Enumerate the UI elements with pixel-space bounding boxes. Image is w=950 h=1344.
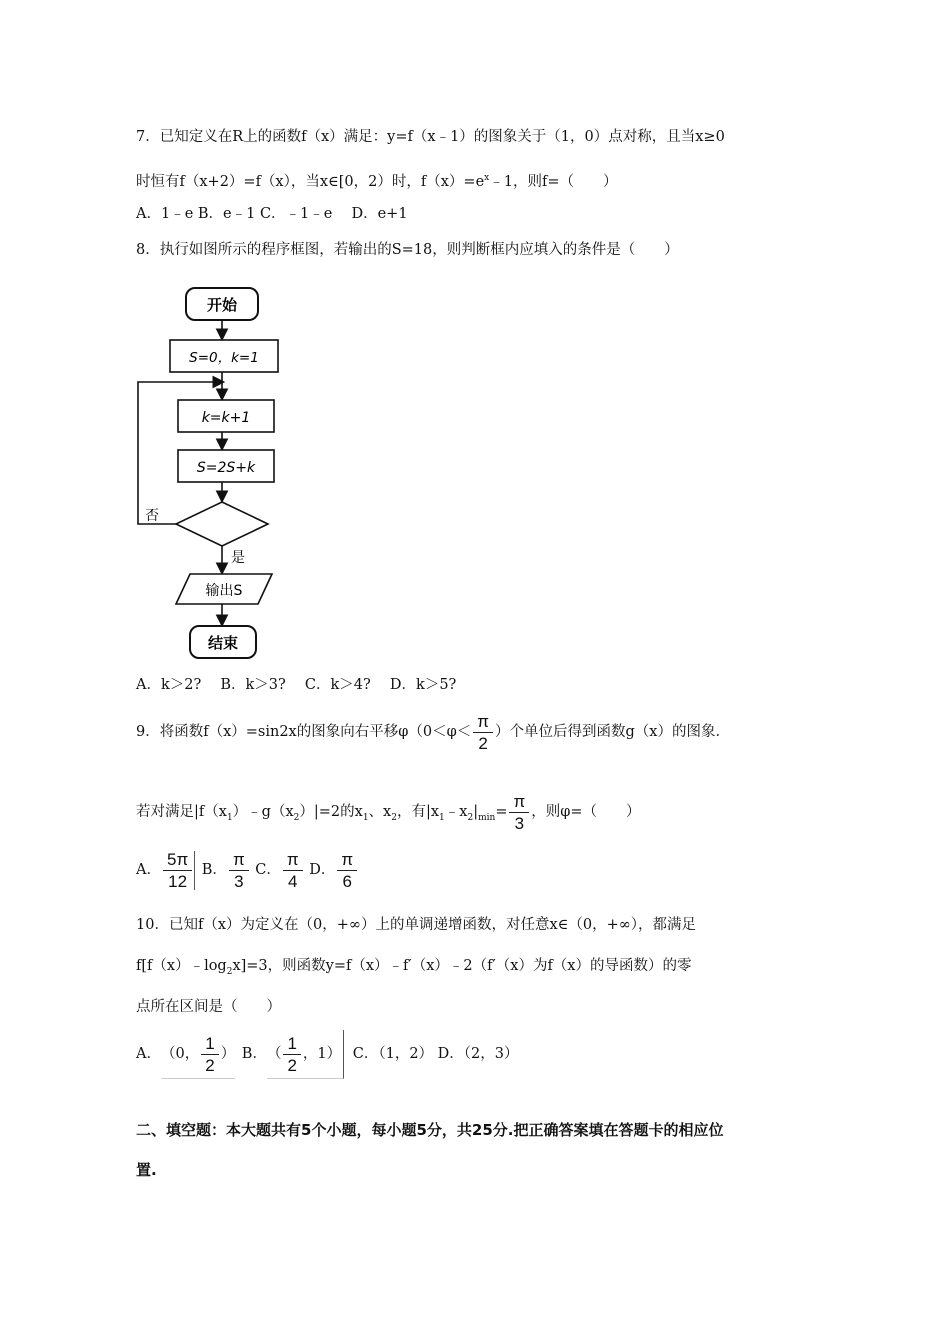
flow-start-text: 开始	[206, 296, 238, 314]
q9-line2: 若对满足$|f(x_1)﹣g(x_2)|=2$的$x_1$、$x_2$，有$|x_1﹣x_2|_{min}=$ $\frac{\pi}{3}$ ，则φ=（ ）	[136, 791, 641, 833]
flow-init-text: S=0，k=1	[189, 350, 259, 366]
flow-step2-text: S=2S+k	[196, 460, 256, 476]
flow-no-label: 否	[145, 508, 159, 524]
option-b-fraction: $\frac{\pi}{3}$	[229, 851, 249, 890]
q10-options: A．（0， $\frac{1}{2}$ ） B．（ $\frac{1}{2}$ ，1） C．（1，2） D．（2，3）	[136, 1030, 519, 1079]
q7-line2: 时恒有f（x+2）=f（x），当x∈[0，2）时，$f(x)=e^x﹣1$，则f=（ ）	[136, 173, 618, 190]
q10-line3: 点所在区间是（ ）	[136, 999, 281, 1015]
q9-line1: 9．将函数f（x）=sin2x的图象向右平移φ（0＜φ＜ $\frac{\pi}{2}$ ）个单位后得到函数g（x）的图象．	[136, 711, 730, 753]
flow-decision	[176, 502, 268, 546]
q10-line1: 10．已知f（x）为定义在（0，+∞）上的单调递增函数，对任意x∈（0，+∞），都满足	[136, 917, 697, 933]
q7-options: A．1﹣e B．e﹣1 C．﹣1﹣e D．e+1	[136, 206, 408, 222]
q9-options: A． $\frac{5\pi}{12}$ B． $\frac{\pi}{3}$ C． $\frac{\pi}{4}$ D． $\frac{\pi}{6}$	[136, 846, 359, 894]
flow-end-text: 结束	[207, 634, 239, 652]
q10-line2: $f[f(x)﹣\log_2x]=3$，则函数y=f（x）﹣f′（x）﹣2（f′（x）为f（x）的导函数）的零	[136, 958, 692, 977]
q8-options: A．k＞2? B．k＞3? C．k＞4? D．k＞5?	[136, 677, 457, 693]
flow-step1-text: k=k+1	[201, 410, 251, 426]
pi-over-2: $\frac{\pi}{2}$	[473, 713, 493, 752]
flow-yes-label: 是	[231, 550, 245, 566]
flowchart	[130, 282, 290, 667]
flow-output-text: 输出S	[205, 583, 243, 599]
q7-line1: 7．已知定义在R上的函数f（x）满足：y=f（x﹣1）的图象关于（1，0）点对称，且当x≥0	[136, 129, 725, 145]
pi-over-3: $\frac{\pi}{3}$	[509, 793, 529, 832]
option-c-fraction: $\frac{\pi}{4}$	[283, 851, 303, 890]
option-a-interval: （0， $\frac{1}{2}$ ）	[161, 1030, 235, 1079]
option-b-interval: （ $\frac{1}{2}$ ，1）	[267, 1030, 344, 1079]
option-d-fraction: $\frac{\pi}{6}$	[337, 851, 357, 890]
q8-stem: 8．执行如图所示的程序框图，若输出的S=18，则判断框内应填入的条件是（ ）	[136, 242, 679, 258]
option-a-fraction: $\frac{5\pi}{12}$	[163, 851, 195, 890]
section2-heading-line2: 置.	[136, 1161, 157, 1179]
section2-heading-line1: 二、填空题：本大题共有5个小题，每小题5分，共25分.把正确答案填在答题卡的相应位	[136, 1121, 724, 1139]
